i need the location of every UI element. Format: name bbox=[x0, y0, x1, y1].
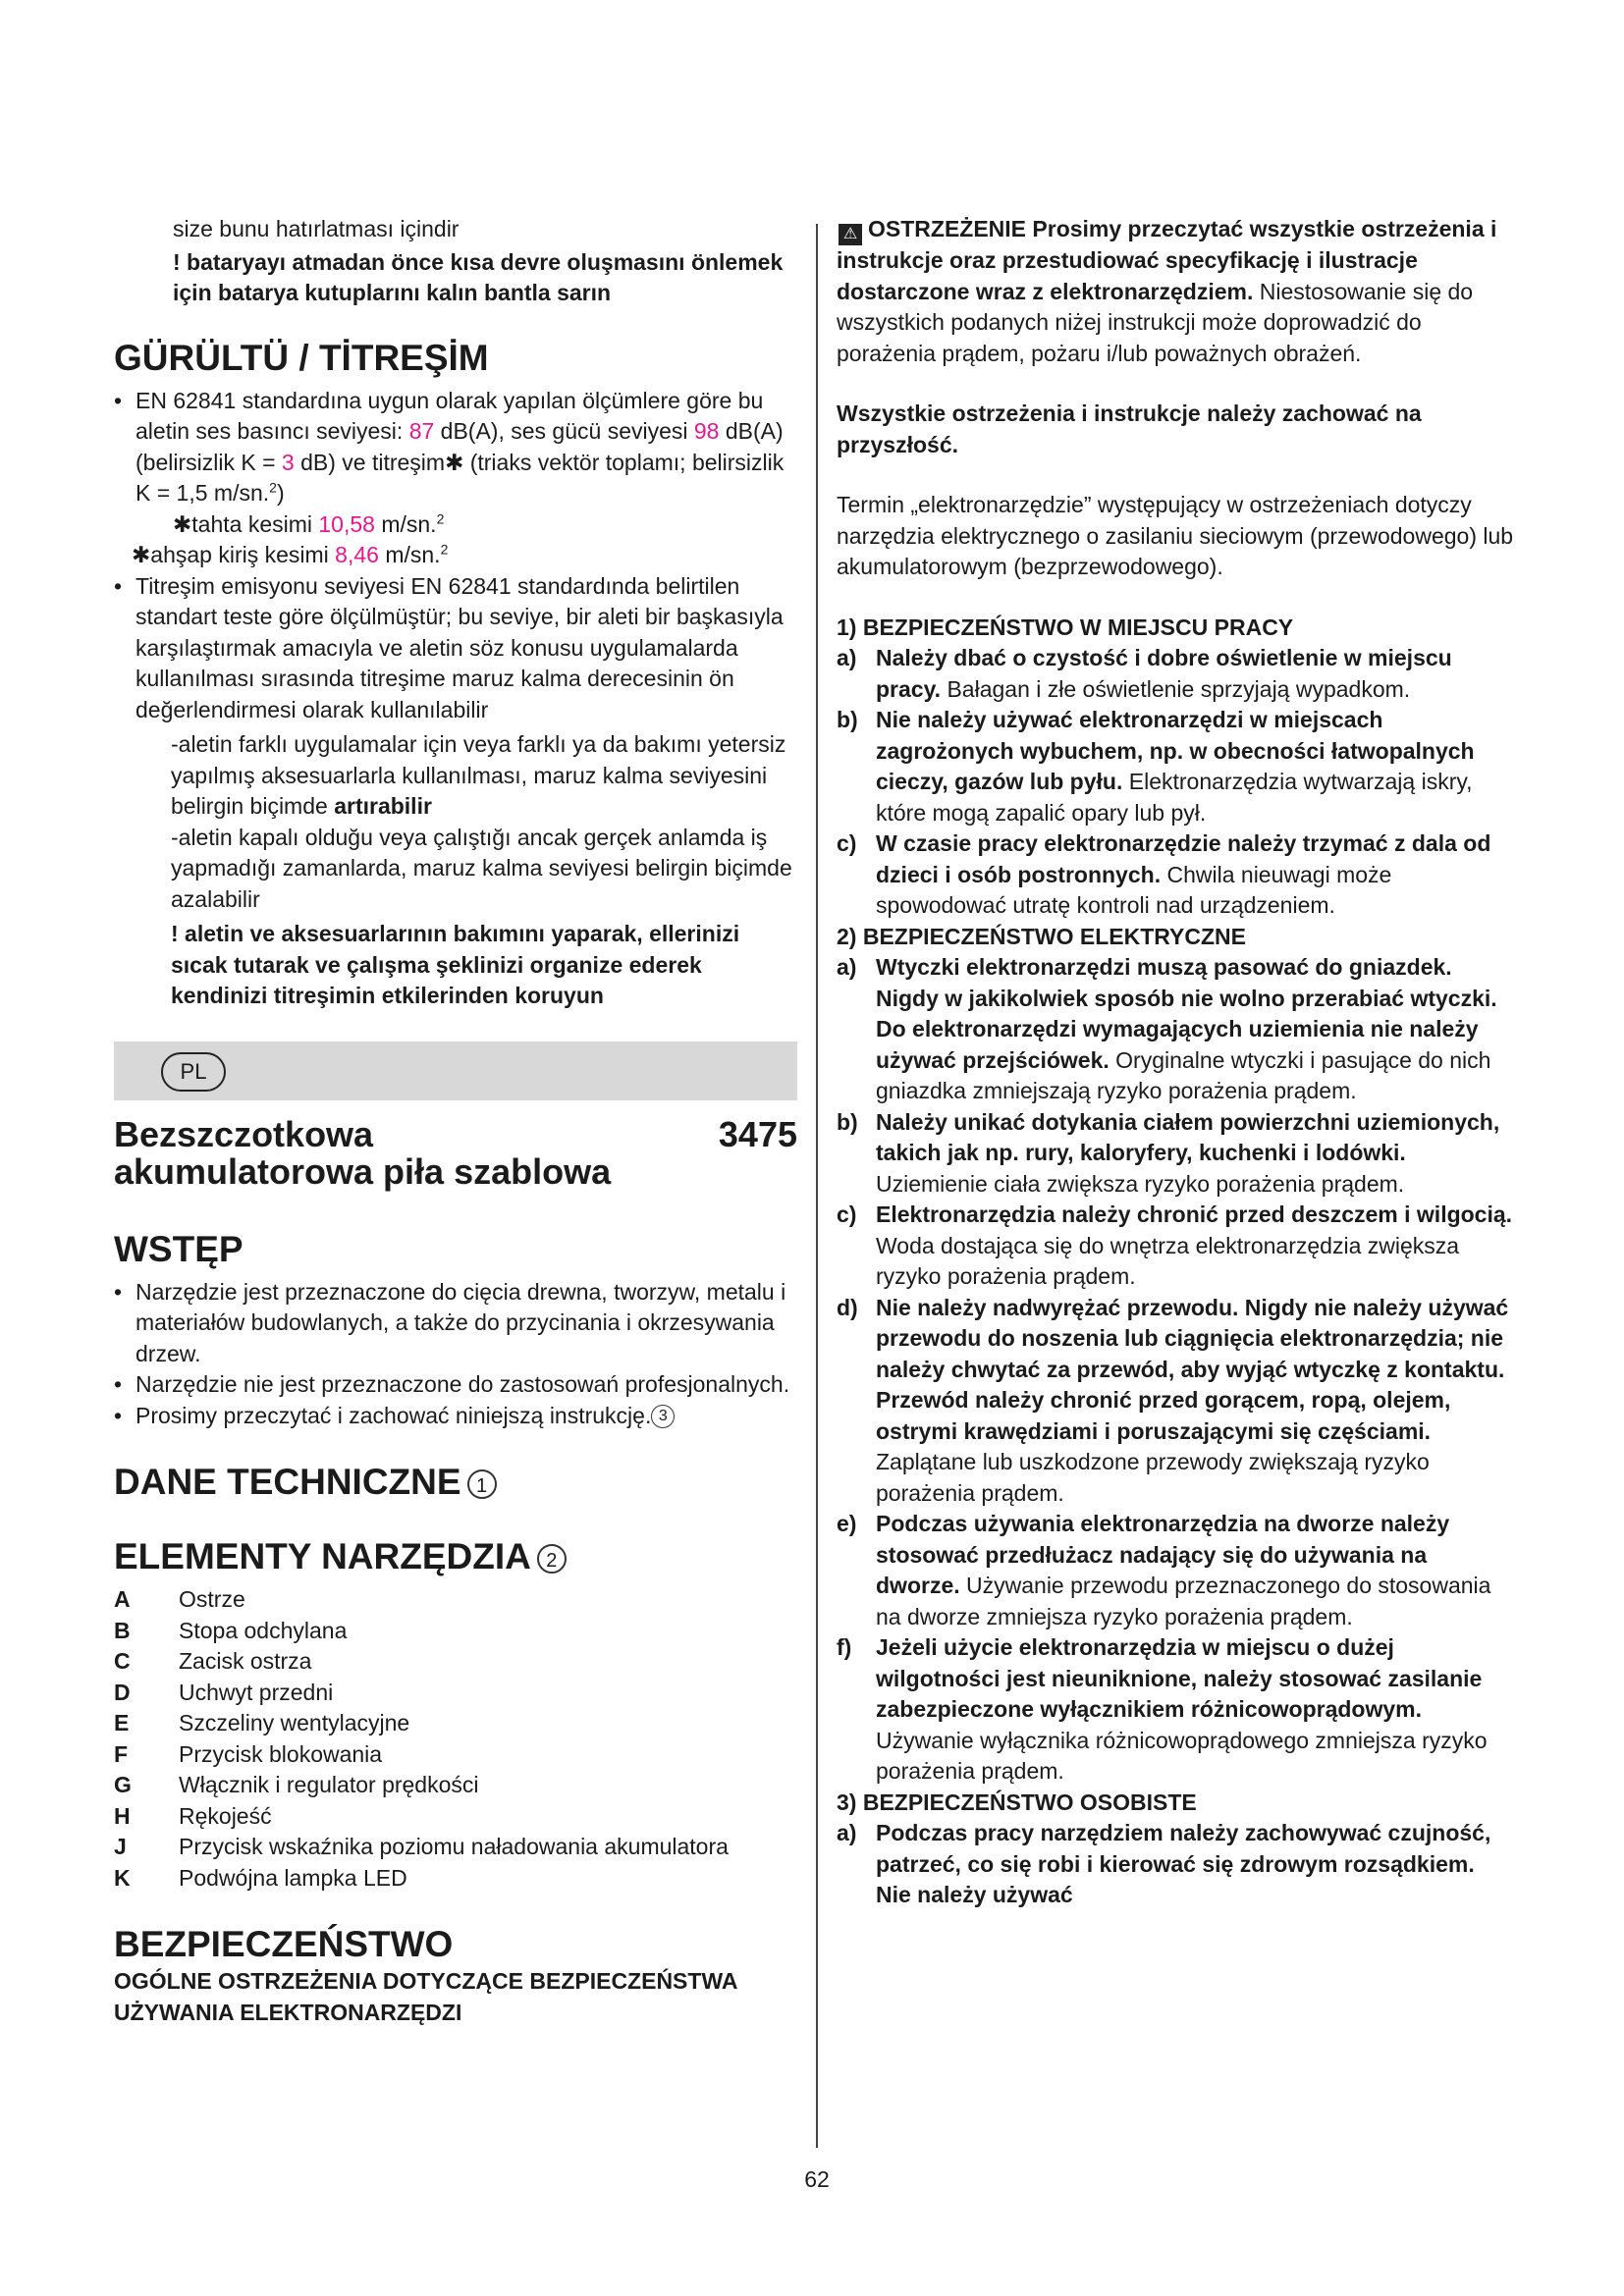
left-column bbox=[114, 214, 797, 2028]
element-key: K bbox=[114, 1864, 131, 1891]
list-item: b) Nie należy używać elektronarzędzi w miejscach zagrożonych wybuchem, np. w obecności łatwopalnych cieczy, gazów lub pyłu. Elektronarzędzia wytwarzają iskry, które mogą zapalić opary lub pył. bbox=[837, 707, 1475, 826]
element-label: Przycisk wskaźnika poziomu naładowania akumulatora bbox=[179, 1834, 729, 1859]
list-item: a) Podczas pracy narzędziem należy zachowywać czujność, patrzeć, co się robi i kierować się zdrowym rozsądkiem. Nie należy używać bbox=[837, 1820, 1491, 1907]
language-band bbox=[114, 1041, 797, 1100]
noise-bullet-1: • EN 62841 standardına uygun olarak yapılan ölçümlere göre bu aletin ses basıncı seviyesi: 87 dB(A), ses gücü seviyesi 98 dB(A) (belirsizlik K = 3 dB) ve titreşim✱ (triaks vektör toplamı; belirsizlik K = 1,5 m/sn.$^2$) bbox=[114, 386, 797, 509]
sound-pressure-value: 87 bbox=[408, 418, 435, 444]
vibration-wood-value: 10,58 bbox=[318, 510, 375, 537]
elements-list bbox=[114, 1584, 797, 1894]
element-label: Ostrze bbox=[179, 1586, 245, 1612]
figure-ref-3: 3 bbox=[651, 1405, 675, 1428]
right-column bbox=[837, 214, 1514, 1911]
element-label: Uchwyt przedni bbox=[179, 1679, 334, 1705]
model-number: 3475 bbox=[718, 1113, 797, 1154]
element-key: H bbox=[114, 1802, 131, 1829]
battery-warning: ! bataryayı atmadan önce kısa devre oluşmasını önlemek için batarya kutuplarını kalın bantla sarın bbox=[173, 248, 784, 305]
list-item: d) Nie należy nadwyrężać przewodu. Nigdy nie należy używać przewodu do noszenia lub ciągnięcia elektronarzędzia; nie należy chwytać za przewód, aby wyjąć wtyczkę z kontaktu. Przewód należy chronić przed gorącem, ropą, olejem, ostrymi krawędziami i poruszającymi się częściami. Zaplątane lub uszkodzone przewody zwiększają ryzyko porażenia prądem. bbox=[837, 1294, 1509, 1506]
element-label: Rękojeść bbox=[179, 1802, 272, 1829]
list-item: c) Elektronarzędzia należy chronić przed deszczem i wilgocią. Woda dostająca się do wnętrza elektronarzędzia zwiększa ryzyko porażenia prądem. bbox=[837, 1201, 1513, 1289]
element-label: Przycisk blokowania bbox=[179, 1740, 383, 1767]
element-key: A bbox=[114, 1586, 131, 1612]
element-key: E bbox=[114, 1710, 130, 1735]
noise-sub-2: -aletin kapalı olduğu veya çalıştığı ancak gerçek anlamda iş yapmadığı zamanlarda, maruz kalma seviyesi belirgin biçimde azalabilir bbox=[171, 824, 792, 912]
noise-sub-1: -aletin farklı uygulamalar için veya farklı ya da bakımı yetersiz yapılmış aksesuarlarla kullanılması, maruz kalma seviyesini belirgin biçimde artırabilir bbox=[171, 731, 786, 819]
element-key: G bbox=[114, 1772, 132, 1797]
noise-bullet-2: • Titreşim emisyonu seviyesi EN 62841 standardında belirtilen standart teste göre ölçülmüştür; bu seviye, bir aleti bir başkasıyla karşılaştırmak amacıyla ve aletin söz konusu uygulamalarda kullanılması sırasında titreşime maruz kalma derecesinin ön değerlendirmesi olarak kullanılabilir bbox=[114, 571, 797, 726]
element-label: Stopa odchylana bbox=[179, 1617, 348, 1643]
sound-power-value: 98 bbox=[693, 418, 720, 444]
intro-heading: WSTĘP bbox=[114, 1228, 244, 1269]
element-label: Zacisk ostrza bbox=[179, 1648, 312, 1674]
element-label: Włącznik i regulator prędkości bbox=[179, 1772, 479, 1797]
intro-bullet-3: • Prosimy przeczytać i zachować niniejszą instrukcję. 3 bbox=[114, 1401, 797, 1432]
safety-subheading: OGÓLNE OSTRZEŻENIA DOTYCZĄCE BEZPIECZEŃSTWA UŻYWANIA ELEKTRONARZĘDZI bbox=[114, 1968, 737, 2025]
section-3-title: 3) BEZPIECZEŃSTWO OSOBISTE bbox=[837, 1789, 1197, 1815]
keep-instructions: Wszystkie ostrzeżenia i instrukcje należy zachować na przyszłość. bbox=[837, 400, 1422, 457]
list-item: f) Jeżeli użycie elektronarzędzia w miejscu o dużej wilgotności jest nieuniknione, należy stosować zasilanie zabezpieczone wyłącznikiem różnicowoprądowym. Używanie wyłącznika różnicowoprądowego zmniejsza ryzyko porażenia prądem. bbox=[837, 1634, 1488, 1784]
noise-heading: GÜRÜLTÜ / TİTREŞİM bbox=[114, 337, 489, 378]
language-badge: PL bbox=[161, 1052, 226, 1092]
noise-warning: ! aletin ve aksesuarlarının bakımını yaparak, ellerinizi sıcak tutarak ve çalışma şeklinizi organize ederek kendinizi titreşimin etkilerinden koruyun bbox=[171, 921, 740, 1008]
vibration-beam-value: 8,46 bbox=[335, 542, 379, 567]
element-label: Podwójna lampka LED bbox=[179, 1864, 407, 1891]
list-item: a) Wtyczki elektronarzędzi muszą pasować do gniazdek. Nigdy w jakikolwiek sposób nie wolno przerabiać wtyczki. Do elektronarzędzi wymagających uziemienia nie należy używać przejściówek. Oryginalne wtyczki i pasujące do nich gniazdka zmniejszają ryzyko porażenia prądem. bbox=[837, 954, 1497, 1103]
product-title-line-1: Bezszczotkowa bbox=[114, 1113, 374, 1154]
element-key: D bbox=[114, 1679, 131, 1705]
elements-heading: ELEMENTY NARZĘDZIA 2 bbox=[114, 1535, 797, 1578]
list-item: c) W czasie pracy elektronarzędzie należy trzymać z dala od dzieci i osób postronnych. Chwila nieuwagi może spowodować utratę kontroli nad urządzeniem. bbox=[837, 830, 1491, 918]
element-label: Szczeliny wentylacyjne bbox=[179, 1710, 410, 1735]
uncertainty-value: 3 bbox=[281, 449, 295, 475]
general-warning: ⚠ OSTRZEŻENIE Prosimy przeczytać wszystkie ostrzeżenia i instrukcje oraz przestudiować specyfikację i ilustracje dostarczone wraz z elektronarzędziem. Niestosowanie się do wszystkich podanych niżej instrukcji może doprowadzić do porażenia prądem, pożaru i/lub poważnych obrażeń. bbox=[837, 216, 1497, 366]
intro-line: size bunu hatırlatması içindir bbox=[173, 216, 460, 241]
section-1-title: 1) BEZPIECZEŃSTWO W MIEJSCU PRACY bbox=[837, 614, 1294, 640]
section-2-title: 2) BEZPIECZEŃSTWO ELEKTRYCZNE bbox=[837, 923, 1246, 949]
element-key: J bbox=[114, 1834, 127, 1859]
column-divider bbox=[816, 224, 818, 2148]
intro-bullet-1: • Narzędzie jest przeznaczone do cięcia drewna, tworzyw, metalu i materiałów budowlanych, a także do przycinania i okrzesywania drzew. bbox=[114, 1277, 797, 1370]
vibration-beam: ✱ahşap kiriş kesimi 8,46 m/sn.$^2$ bbox=[132, 541, 449, 567]
warning-icon: ⚠ bbox=[839, 224, 862, 245]
page-number: 62 bbox=[804, 2166, 830, 2192]
term-definition: Termin „elektronarzędzie” występujący w ostrzeżeniach dotyczy narzędzia elektrycznego o zasilaniu sieciowym (przewodowego) lub akumulatorowym (bezprzewodowego). bbox=[837, 492, 1514, 579]
vibration-wood: ✱tahta kesimi 10,58 m/sn.$^2$ bbox=[173, 509, 445, 537]
list-item: b) Należy unikać dotykania ciałem powierzchni uziemionych, takich jak np. rury, kaloryfery, kuchenki i lodówki. Uziemienie ciała zwiększa ryzyko porażenia prądem. bbox=[837, 1108, 1500, 1197]
tech-heading: DANE TECHNICZNE 1 bbox=[114, 1461, 797, 1504]
intro-bullet-2: • Narzędzie nie jest przeznaczone do zastosowań profesjonalnych. bbox=[114, 1369, 797, 1401]
product-title-line-2: akumulatorowa piła szablowa bbox=[114, 1150, 612, 1192]
safety-heading: BEZPIECZEŃSTWO bbox=[114, 1924, 454, 1964]
product-title bbox=[114, 1113, 797, 1192]
list-item: a) Należy dbać o czystość i dobre oświetlenie w miejscu pracy. Bałagan i złe oświetlenie sprzyjają wypadkom. bbox=[837, 645, 1452, 702]
list-item: e) Podczas używania elektronarzędzia na dworze należy stosować przedłużacz nadający się do używania na dworze. Używanie przewodu przeznaczonego do stosowania na dworze zmniejsza ryzyko porażenia prądem. bbox=[837, 1511, 1491, 1629]
figure-ref-1: 1 bbox=[467, 1469, 497, 1499]
element-key: C bbox=[114, 1648, 131, 1674]
element-key: F bbox=[114, 1740, 129, 1767]
figure-ref-2: 2 bbox=[537, 1544, 567, 1574]
element-key: B bbox=[114, 1617, 131, 1643]
